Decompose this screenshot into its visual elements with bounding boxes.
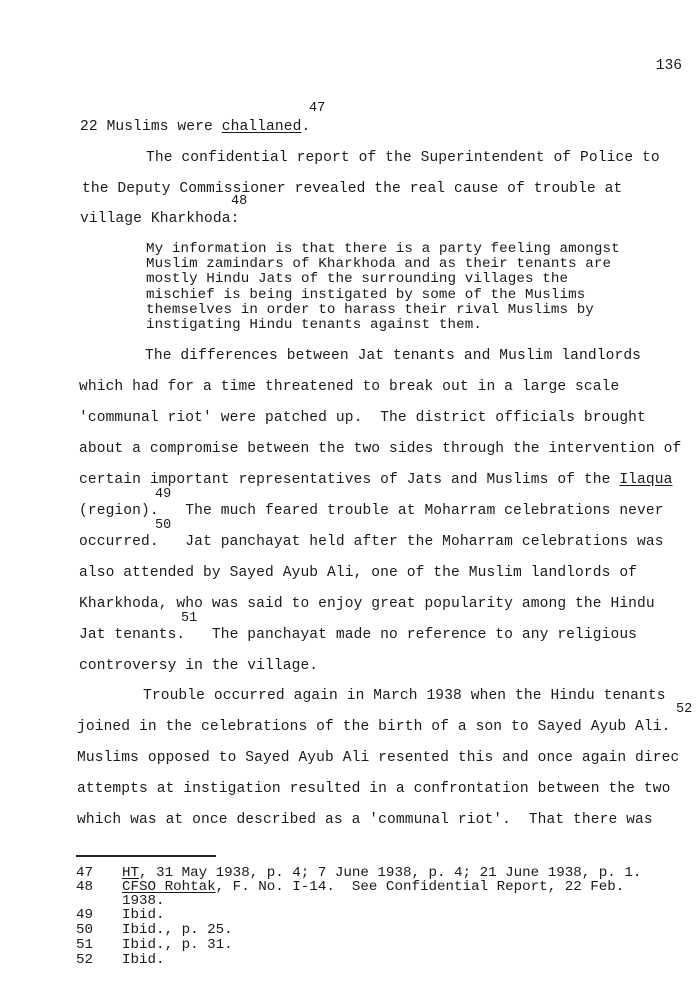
body-line: Muslims opposed to Sayed Ayub Ali resented this and once again direc <box>77 750 680 766</box>
footnote-text <box>122 866 641 880</box>
text: . <box>301 119 311 135</box>
body-line: village Kharkhoda: <box>80 211 240 227</box>
body-line: which had for a time threatened to break out in a large scale <box>79 379 620 395</box>
footnote-text: Ibid. <box>122 907 165 923</box>
body-line: controversy in the village. <box>79 658 319 674</box>
footnote-ref-49: 49 <box>155 487 172 502</box>
body-line: The confidential report of the Superintendent of Police to <box>146 150 660 166</box>
body-line: the Deputy Commissioner revealed the real cause of trouble at <box>82 181 623 197</box>
body-line: about a compromise between the two sides through the intervention of <box>79 441 682 457</box>
source-abbrev: HT <box>122 865 140 881</box>
block-quote-line: mischief is being instigated by some of the Muslims <box>146 287 586 303</box>
footnote-number: 49 <box>76 907 94 923</box>
body-line: joined in the celebrations of the birth of a son to Sayed Ayub Ali. <box>77 719 671 735</box>
underlined-term: challaned <box>221 119 302 135</box>
underlined-term: Ilaqua <box>619 472 673 488</box>
body-line: 'communal riot' were patched up. The district officials brought <box>79 410 646 426</box>
footnote-ref-47: 47 <box>309 101 326 116</box>
footnote-ref-51: 51 <box>181 611 198 626</box>
footnote-ref-52: 52 <box>676 702 693 717</box>
footnote-text: Ibid., p. 31. <box>122 937 233 953</box>
body-line: Kharkhoda, who was said to enjoy great popularity among the Hindu <box>79 596 655 612</box>
body-line: attempts at instigation resulted in a confrontation between the two <box>77 781 671 797</box>
block-quote-line: themselves in order to harass their rival Muslims by <box>146 302 594 318</box>
body-line <box>79 472 672 488</box>
block-quote-line: Muslim zamindars of Kharkhoda and as their tenants are <box>146 256 612 272</box>
footnote-text <box>122 880 624 894</box>
footnote-number: 52 <box>76 952 94 968</box>
body-line: Jat tenants. The panchayat made no reference to any religious <box>79 627 638 643</box>
text: , F. No. I-14. See Confidential Report, 22 Feb. <box>215 879 625 895</box>
text: , 31 May 1938, p. 4; 7 June 1938, p. 4; 21 June 1938, p. 1. <box>139 865 642 881</box>
body-line: The differences between Jat tenants and Muslim landlords <box>145 348 642 364</box>
footnote-text-continued: 1938. <box>122 893 165 909</box>
body-line <box>80 119 310 135</box>
body-line: (region). The much feared trouble at Moharram celebrations never <box>79 503 664 519</box>
footnote-ref-50: 50 <box>155 518 172 533</box>
body-line: also attended by Sayed Ayub Ali, one of the Muslim landlords of <box>79 565 638 581</box>
footnote-separator <box>76 855 216 857</box>
page-number: 136 <box>655 58 682 74</box>
source-abbrev: CFSO Rohtak <box>122 879 216 895</box>
footnote-number: 48 <box>76 879 94 895</box>
footnote-number: 50 <box>76 922 94 938</box>
block-quote-line: instigating Hindu tenants against them. <box>146 317 482 333</box>
text: 22 Muslims were <box>80 119 222 135</box>
body-line: which was at once described as a 'communal riot'. That there was <box>77 812 653 828</box>
block-quote-line: My information is that there is a party feeling amongst <box>146 241 620 257</box>
footnote-number: 51 <box>76 937 94 953</box>
body-line: occurred. Jat panchayat held after the Moharram celebrations was <box>79 534 664 550</box>
footnote-ref-48: 48 <box>231 194 248 209</box>
text: certain important representatives of Jats and Muslims of the <box>79 472 620 488</box>
footnote-text: Ibid., p. 25. <box>122 922 233 938</box>
footnote-text: Ibid. <box>122 952 165 968</box>
body-line: Trouble occurred again in March 1938 when the Hindu tenants <box>143 688 666 704</box>
footnote-number: 47 <box>76 865 94 881</box>
block-quote-line: mostly Hindu Jats of the surrounding villages the <box>146 271 569 287</box>
